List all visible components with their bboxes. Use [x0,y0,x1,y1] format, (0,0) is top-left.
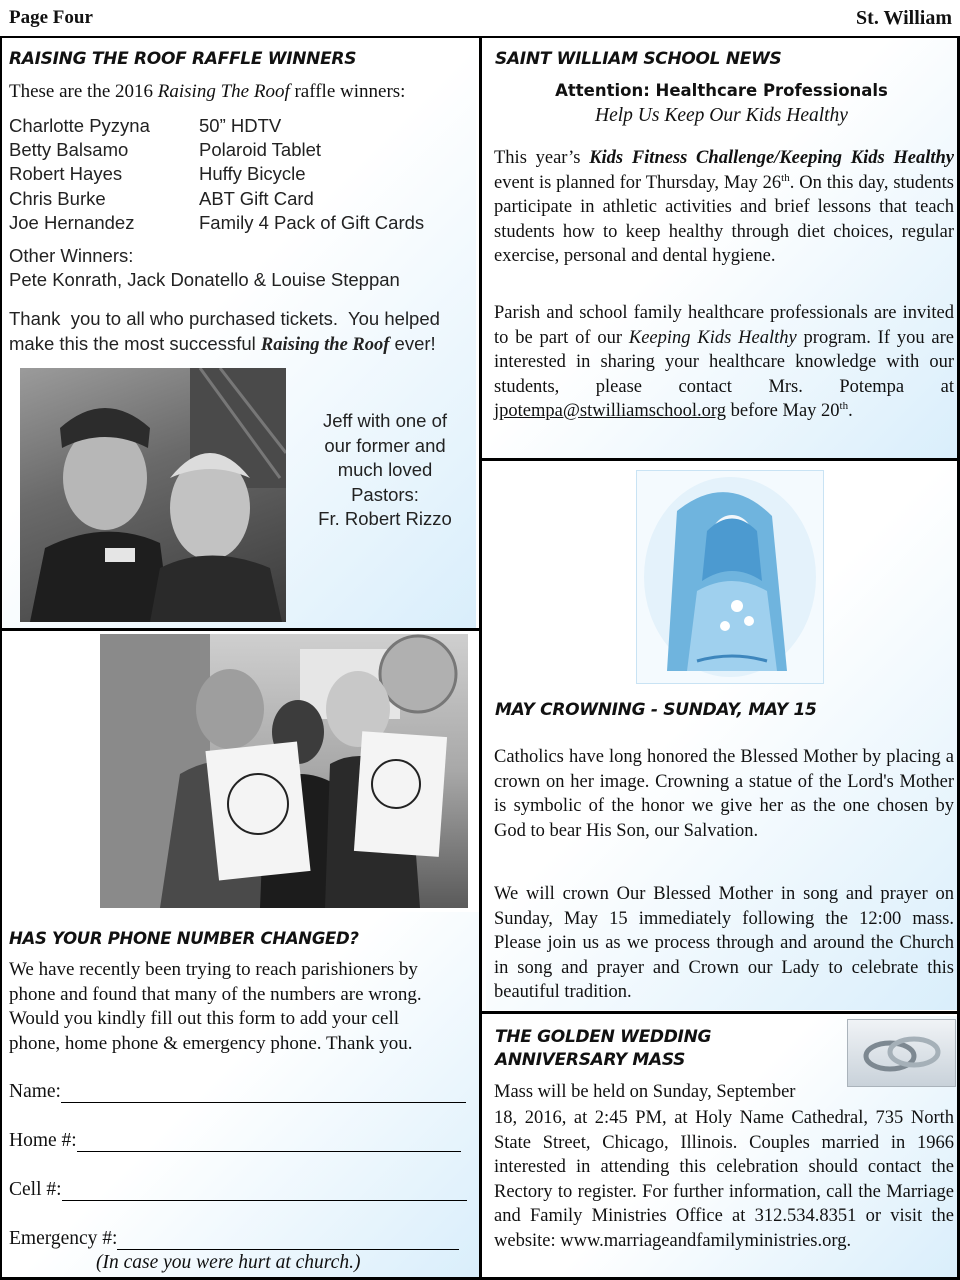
emergency-phone-field[interactable]: Emergency #: [9,1228,459,1250]
phone-heading: HAS YOUR PHONE NUMBER CHANGED? [9,929,359,948]
blessed-mother-image [636,470,824,684]
golden-paragraph: 18, 2016, at 2:45 PM, at Holy Name Cathedral, 735 North State Street, Chicago, Illinois. Couples married in 1966 interested in attending this celebration should contact the Rectory to register. For further information, call the Marriage and Family Ministries Office at 312.534.8351 or visit the website: www.marriageandfamilyministries.org. [494,1108,954,1251]
school-paragraph-2: Parish and school family healthcare professionals are invited to be part of our Keeping Kids Healthy program. If you are interested in sharing your healthcare knowledge with our students, please contact Mrs. Potempa at jpotempa@stwilliamschool.org before May 20th. [494,303,955,421]
name-field[interactable]: Name: [9,1081,466,1103]
emergency-note: (In case you were hurt at church.) [96,1252,361,1273]
wedding-rings-image [847,1019,956,1087]
cell-phone-field[interactable]: Cell #: [9,1179,467,1201]
page-number: Page Four [9,7,93,28]
raffle-heading: RAISING THE ROOF RAFFLE WINNERS [9,49,357,69]
crowning-paragraph-1: Catholics have long honored the Blessed Mother by placing a crown on her image. Crowning a statue of the Lord's Mother is symbolic of the honor we give her as the one chosen by God to bear His Son, our Salvation. [494,747,954,841]
raffle-intro: These are the 2016 Raising The Roof raffle winners: [9,81,406,102]
golden-line-1: Mass will be held on Sunday, September [494,1082,796,1102]
left-border [0,36,2,1280]
school-subhead: Help Us Keep Our Kids Healthy [595,105,848,126]
raffle-bottom-rule [0,628,480,631]
golden-heading-line-1: THE GOLDEN WEDDING [495,1027,712,1047]
contact-email-link[interactable]: jpotempa@stwilliamschool.org [494,401,726,421]
parish-name: St. William [856,7,952,29]
crowning-heading: MAY CROWNING - SUNDAY, MAY 15 [495,700,817,720]
phone-body: We have recently been trying to reach parishioners by phone and found that many of the numbers are wrong. Would you kindly fill out this form to add your cell phone, home phone & emergency phone. Thank you. [9,959,422,1054]
cell-phone-input-line[interactable] [62,1182,467,1201]
school-attention: Attention: Healthcare Professionals [555,81,888,100]
school-paragraph-1: This year’s Kids Fitness Challenge/Keeping Kids Healthy event is planned for Thursday, May 26th. On this day, students participate in athletic activities and brief lessons that teach students how to keep healthy through diet choices, regular exercise, personal and dental hygiene. [494,148,954,266]
golden-heading-line-2: ANNIVERSARY MASS [495,1050,686,1070]
other-winners-label: Other Winners: [9,245,134,266]
rings-icon [848,1020,955,1086]
photo-jeff-and-pastor [20,368,286,622]
photo-illustration [20,368,286,622]
winner-row: Chris Burke ABT Gift Card [9,188,314,209]
thanks-line-1: Thank you to all who purchased tickets. You helped [9,308,440,329]
winner-row: Charlotte Pyzyna 50” HDTV [9,115,282,136]
thanks-line-2: make this the most successful Raising the Roof ever! [9,333,436,355]
home-phone-input-line[interactable] [77,1133,461,1152]
photo-caption: Jeff with one of our former and much loved Pastors: Fr. Robert Rizzo [318,410,452,529]
winner-row: Robert Hayes Huffy Bicycle [9,163,306,184]
home-phone-field[interactable]: Home #: [9,1130,461,1152]
photo-illustration [100,634,468,908]
crowning-paragraph-2: We will crown Our Blessed Mother in song and prayer on Sunday, May 15 immediately following the 12:00 mass. Please join us as we process through and around the Church in song and prayer and Crown our Lady to celebrate this beautiful tradition. [494,884,954,1002]
winner-row: Joe Hernandez Family 4 Pack of Gift Cards [9,212,425,233]
crowning-bottom-rule [481,1011,960,1014]
school-bottom-rule [481,458,960,461]
other-winners-names: Pete Konrath, Jack Donatello & Louise Steppan [9,269,400,290]
photo-caricatures [100,634,468,908]
school-heading: SAINT WILLIAM SCHOOL NEWS [495,49,782,69]
emergency-phone-input-line[interactable] [117,1231,459,1250]
winner-row: Betty Balsamo Polaroid Tablet [9,139,322,160]
name-input-line[interactable] [61,1084,466,1103]
column-divider [479,36,482,1280]
mary-illustration [637,471,823,683]
